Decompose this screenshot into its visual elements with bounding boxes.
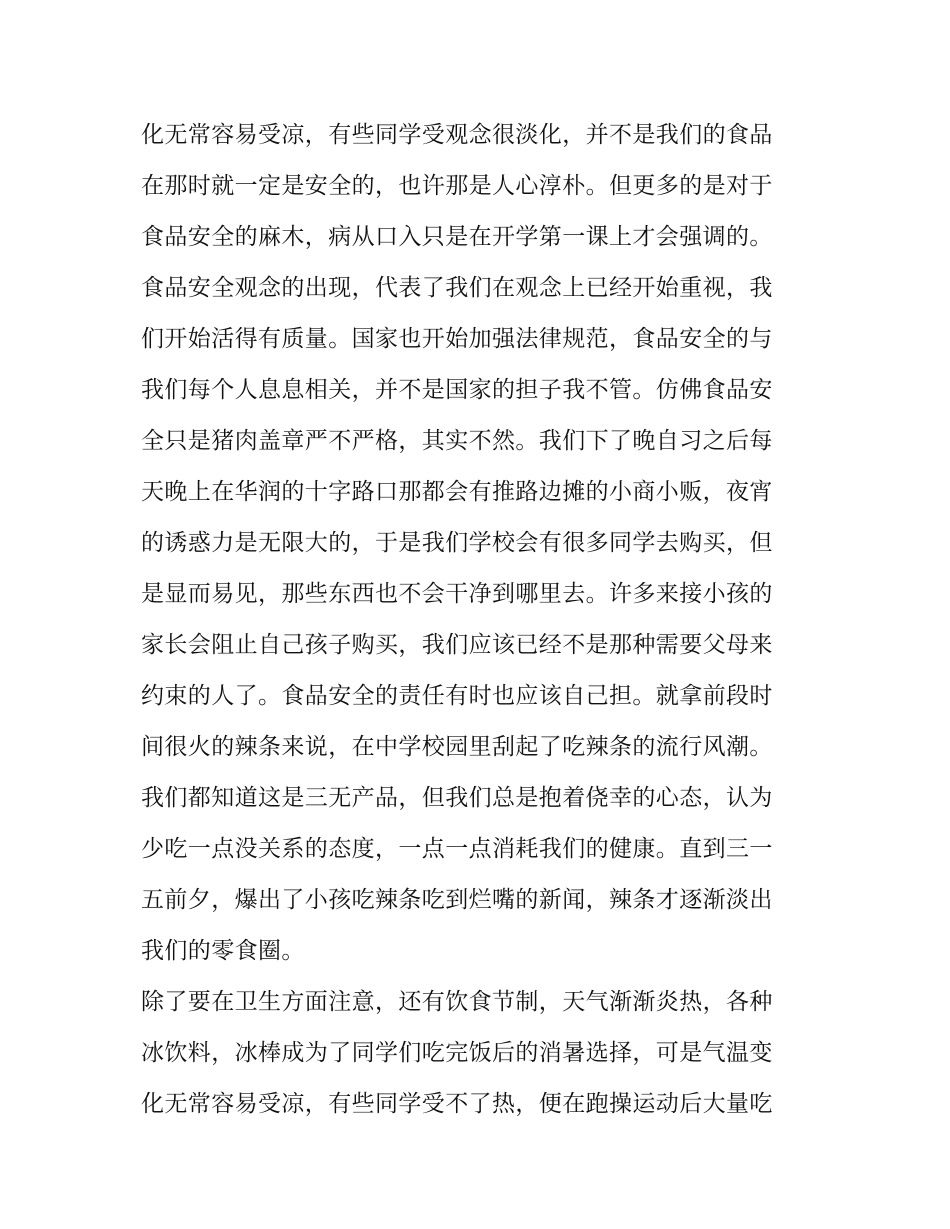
text-line: 家长会阻止自己孩子购买，我们应该已经不是那种需要父母来 bbox=[141, 632, 773, 658]
text-line: 五前夕，爆出了小孩吃辣条吃到烂嘴的新闻，辣条才逐渐淡出 bbox=[141, 887, 773, 913]
text-line: 我们的零食圈。 bbox=[141, 938, 305, 964]
text-line: 在那时就一定是安全的，也许那是人心淳朴。但更多的是对于 bbox=[141, 173, 773, 199]
text-line: 除了要在卫生方面注意，还有饮食节制，天气渐渐炎热，各种 bbox=[141, 989, 773, 1015]
text-line: 间很火的辣条来说，在中学校园里刮起了吃辣条的流行风潮。 bbox=[141, 734, 773, 760]
text-line: 的诱惑力是无限大的，于是我们学校会有很多同学去购买，但 bbox=[141, 530, 773, 556]
text-line: 是显而易见，那些东西也不会干净到哪里去。许多来接小孩的 bbox=[141, 581, 773, 607]
text-line: 全只是猪肉盖章严不严格，其实不然。我们下了晚自习之后每 bbox=[141, 428, 773, 454]
text-line: 我们每个人息息相关，并不是国家的担子我不管。仿佛食品安 bbox=[141, 377, 773, 403]
text-line: 少吃一点没关系的态度，一点一点消耗我们的健康。直到三一 bbox=[141, 836, 773, 862]
text-line: 们开始活得有质量。国家也开始加强法律规范，食品安全的与 bbox=[141, 326, 773, 352]
text-line: 我们都知道这是三无产品，但我们总是抱着侥幸的心态，认为 bbox=[141, 785, 773, 811]
body-text bbox=[141, 110, 821, 1130]
text-line: 食品安全的麻木，病从口入只是在开学第一课上才会强调的。 bbox=[141, 224, 773, 250]
text-line: 食品安全观念的出现，代表了我们在观念上已经开始重视，我 bbox=[141, 275, 773, 301]
text-line: 天晚上在华润的十字路口那都会有推路边摊的小商小贩，夜宵 bbox=[141, 479, 773, 505]
text-line: 冰饮料，冰棒成为了同学们吃完饭后的消暑选择，可是气温变 bbox=[141, 1040, 773, 1066]
text-line: 约束的人了。食品安全的责任有时也应该自己担。就拿前段时 bbox=[141, 683, 773, 709]
text-line: 化无常容易受凉，有些同学受观念很淡化，并不是我们的食品 bbox=[141, 122, 773, 148]
text-line: 化无常容易受凉，有些同学受不了热，便在跑操运动后大量吃 bbox=[141, 1091, 773, 1117]
